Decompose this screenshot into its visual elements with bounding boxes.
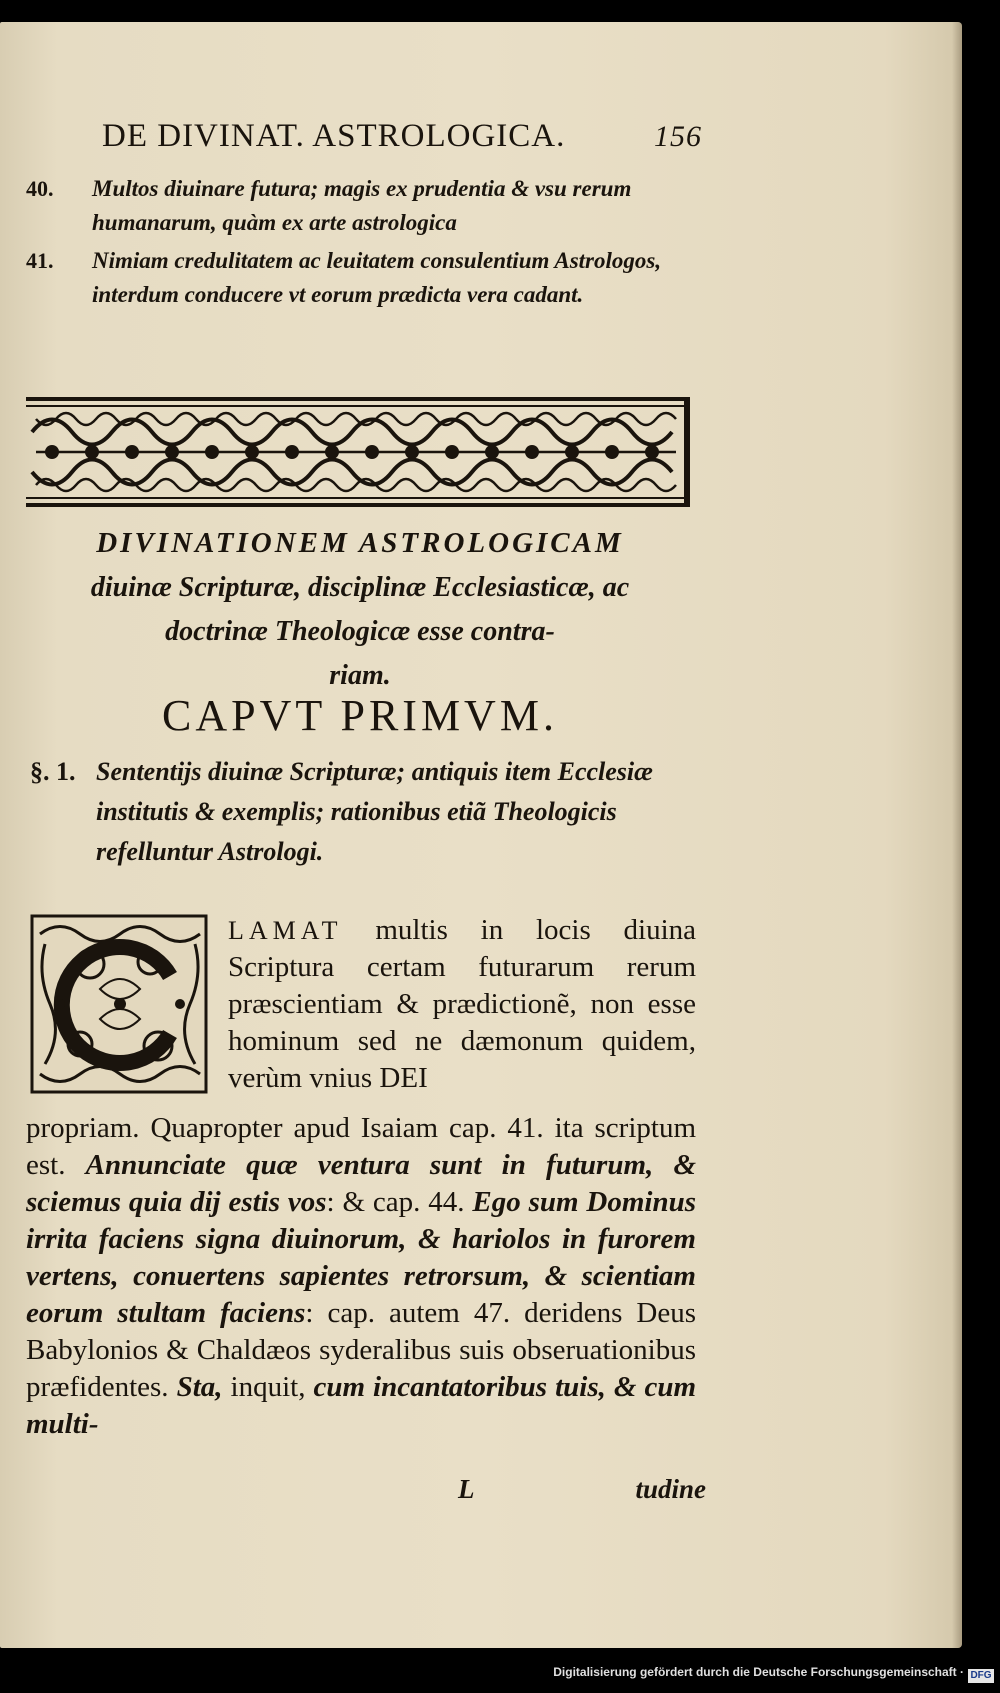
page-number: 156 [654, 120, 702, 153]
section-mark: §. 1. [30, 757, 76, 786]
chapter-title-line: DIVINATIONEM ASTROLOGICAM [96, 527, 624, 559]
chapter-title-line: doctrinæ Theologicæ esse contra- [165, 616, 555, 647]
chapter-title [20, 522, 700, 696]
thesis-text: Multos diuinare futura; magis ex prudentia & vsu rerum humanarum, quàm ex arte astrologica [92, 176, 632, 235]
book-page [0, 22, 962, 1648]
chapter-title-line: riam. [329, 660, 391, 691]
thesis-text: Nimiam credulitatem ac leuitatem consulentium Astrologos, interdum conducere vt eorum prædicta vera cadant. [92, 248, 662, 307]
running-head-title: DE DIVINAT. ASTROLOGICA. [102, 118, 566, 154]
scripture-quote: Ego sum Dominus irrita faciens signa diuinorum, & hariolos in furorem vertens, conuertens sapientes retrorsum, & scientiam eorum stultam faciens [26, 1186, 697, 1329]
body-text: : cap. autem 47. deridens Deus Babylonios & Chaldæos syderalibus suis obseruationibus præfidentes. [26, 1297, 696, 1403]
thesis-number: 40. [26, 176, 54, 201]
running-head [102, 118, 702, 155]
ornamental-border-band [26, 397, 690, 507]
page-edge-shadow [952, 22, 962, 1648]
thesis-item [26, 172, 706, 240]
scripture-quote: Sta, [176, 1371, 223, 1403]
opening-word-caps: LAMAT [228, 916, 343, 945]
dfg-logo: DFG [968, 1669, 994, 1683]
body-text-opening [228, 912, 696, 1097]
chapter-title-line: diuinæ Scripturæ, disciplinæ Ecclesiasticæ, ac [90, 572, 630, 603]
chapter-heading: CAPVT PRIMVM. [162, 691, 558, 740]
body-text: : & cap. 44. [326, 1186, 465, 1218]
section-summary [30, 752, 700, 872]
body-text: inquit, [230, 1371, 306, 1403]
decorated-initial-C [30, 914, 208, 1094]
thesis-number: 41. [26, 248, 54, 273]
thesis-item [26, 244, 706, 312]
scripture-quote: Annunciate quæ ventura sunt in futurum, & sciemus quia dij estis vos [26, 1149, 696, 1218]
body-text: propriam. Quapropter apud Isaiam cap. 41. ita scriptum est. [26, 1112, 696, 1181]
body-text-continued [26, 1110, 696, 1443]
catchword: tudine [635, 1474, 706, 1504]
digitization-footer [0, 1648, 1000, 1693]
section-summary-text: Sententijs diuinæ Scripturæ; antiquis item Ecclesiæ institutis & exemplis; rationibus etiã Theologicis refelluntur Astrologi. [96, 757, 653, 866]
catchline [26, 1474, 706, 1514]
signature-mark: L [458, 1474, 475, 1504]
body-text: multis in locis diuina Scriptura certam futurarum rerum præscientiam & prædictionẽ, non esse hominum sed ne dæmonum quidem, verùm vnius DEI [228, 914, 696, 1094]
funding-credit: Digitalisierung gefördert durch die Deutsche Forschungsgemeinschaft · [553, 1665, 964, 1679]
scripture-quote: cum incantatoribus tuis, & cum multi- [26, 1371, 697, 1440]
